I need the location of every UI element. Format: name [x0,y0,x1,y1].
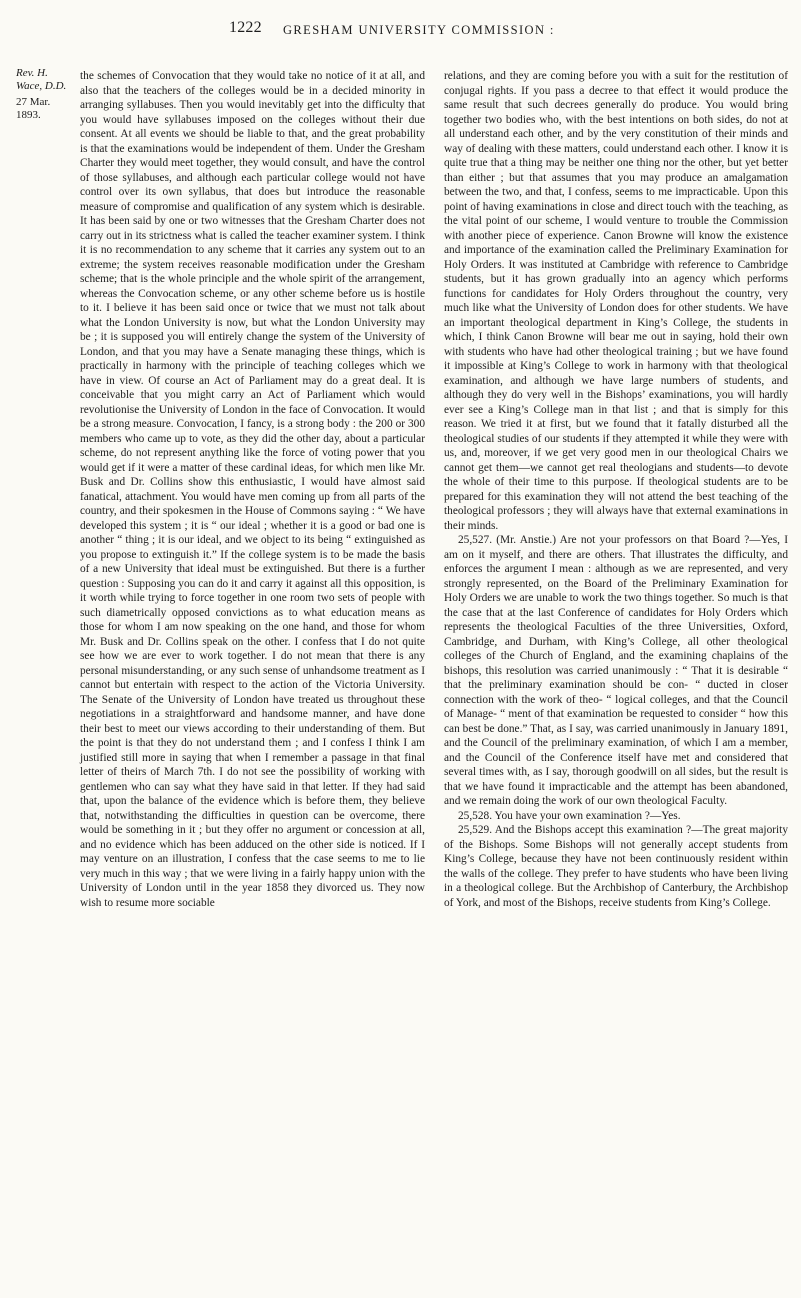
session-date: 27 Mar. 1893. [16,96,51,121]
paragraph: the schemes of Convocation that they would take no notice of it at all, and also that the teachers of the colleges would be in a decided minority in arranging syllabuses. Then you would inevitably get into the difficulty that you would have syllabuses imposed on the colleges without their due consent. At all events we should be liable to that, and the great probability is that the examinations would be independent of them. Under the Gresham Charter they would meet together, they would consult, and have the control of those syllabuses, and although each particular college would not have control over its own syllabus, that does but introduce the reasonable measure of compromise and qualification of any system which is desirable. It has been said by one or two witnesses that the Gresham Charter does not carry out in its strictness what is called the teacher examiner system. I think it is no recommendation to any scheme that it carries any system out to an extreme; the system receives reasonable modification under the Gresham scheme; that is the whole principle and the whole spirit of the arrangement, whereas the Convocation scheme, or any other scheme before us is hostile to it. I believe it has been said once or twice that we must not talk about what the London University is now, but what the London University may be ; it is supposed you will entirely change the system of the University of London, and that you may have a Senate managing these things, which is practically in harmony with the principle of teaching colleges which we have in view. Of course an Act of Parliament may do a great deal. It is conceivable that you might carry an Act of Parliament which would revolutionise the University of London in the face of Convocation. It would be a strong measure. Convocation, I fancy, is a strong body : the 200 or 300 members who came up to vote, as they did the other day, about a particular scheme, do not represent anything like the force of voting power that you would get if it were a matter of these cardinal ideas, for which men like Mr. Busk and Dr. Collins show this enthusiastic, I would have almost said fanatical, attachment. You would have men coming up from all parts of the country, and their spokesmen in the House of Commons saying : “ We have developed this system ; it is “ our ideal ; whether it is a good or bad one is another “ thing ; it is our ideal, and we object to its being “ extinguished as you propose to extinguish it.” If the college system is to be made the basis of a new University that ideal must be extinguished. But there is a further question : Supposing you can do it and carry it against all this opposition, is it worth while trying to force together in one room two sets of people with such diametrically opposed convictions as to what education means as those for whom I am now speaking on the one hand, and those for whom Mr. Busk and Dr. Collins speak on the other. I confess that I do not quite see how we are ever to work together. I do not mean that there is any personal misunderstanding, or any such sense of unhandsome treatment as I cannot but entertain with respect to the action of the Victoria University. The Senate of the University of London have treated us throughout these negotiations in a straightforward and handsome manner, and have done their best to meet our views according to their understanding of them. But the point is that they do not understand them ; and I confess I think I am justified still more in saying that when I remember a passage in that final letter of theirs of March 7th. I do not see the possibility of working with gentlemen who can say what they have said in that letter. If they had said that, upon the balance of the evidence which is before them, they believe that, notwithstanding the difficulties in question can be overcome, there would be something in it ; but they offer no argument or concession at all, and no evidence which has been adduced on the other side is noticed. If I may venture on an illustration, I confess that the case seems to me to lie very much in this way ; that we were living in a fairly happy union with the University of London until in the year 1858 they divorced us. They now wish to resume more sociable [80,70,425,909]
page-number: 1222 [229,19,262,36]
paragraph: 25,529. And the Bishops accept this examination ?—The great majority of the Bishops. Some Bishops will not generally accept students from King’s College, because they have not been continuously resident within the walls of the college. They prefer to have students who have been living in a theological college. But the Archbishop of Canterbury, the Archbishop of York, and most of the Bishops, receive students from King’s College. [444,824,788,909]
witness-name: Rev. H. Wace, D.D. [16,67,67,92]
running-head: GRESHAM UNIVERSITY COMMISSION : [283,23,555,37]
paragraph: 25,528. You have your own examination ?—Yes. [458,809,681,822]
paragraph: relations, and they are coming before you with a suit for the restitution of conjugal rights. If you pass a decree to that effect it would produce the same result that such decrees generally do produce. You would bring together two bodies who, with the best intentions on both sides, do not at all understand each other, and by the very constitution of their minds and way of dealing with these matters, could understand each other. I know it is quite true that a thing may be neither one thing nor the other, but yet better than either ; but that assumes that you may produce an amalgamation between the two, and that, I confess, seems to me impracticable. Upon this point of having examinations in close and direct touch with the teaching, as the vital point of our scheme, I would venture to trouble the Commission with another piece of experience. Canon Browne will know the existence and importance of the examination called the Preliminary Examination for Holy Orders. It was instituted at Cambridge with reference to Cambridge students, but it has grown gradually into an agency which performs functions for candidates for Holy Orders throughout the country, very much like what the University of London does for other students. We have an important theological department in King’s College, the students in which, I think Canon Browne will bear me out in saying, hold their own with students who have had other theological training ; but we have found it impossible at King’s College to work in harmony with that theological examination, and although we have large numbers of students, and although they do very well in the Bishops’ examinations, you will hardly ever see a King’s College man in that list ; and that is simply for this reason. We tried it at first, but we found that it fatally disturbed all the theological studies of our students if they attempted it while they were with us, and, moreover, if we get very good men in our theological Chairs we cannot get them—we cannot get real theologians and students—to devote the whole of their time to this purpose. If theological students are to be prepared for this examination they will not attend the best teaching of the theological professors ; they will always have that external examinations in their minds. [444,70,788,532]
right-column [444,69,788,910]
paragraph: 25,527. (Mr. Anstie.) Are not your professors on that Board ?—Yes, I am on it myself, and there are others. That illustrates the difficulty, and enforces the argument I mean : although as we are represented, and very strongly represented, on the Board of the Preliminary Examination for Holy Orders we are unable to work the two things together. So much is that the case that at the last Conference of candidates for Holy Orders which represents the theological Faculties of the three Universities, Oxford, Cambridge, and Durham, with King’s College, all other theological colleges of the Church of England, and the examining chaplains of the bishops, this resolution was carried unanimously : “ That it is desirable “ that the preliminary examination should be con- “ ducted in closer connection with the work of theo- “ logical colleges, and that the Council of Manage- “ ment of that examination be requested to consider “ how this can best be done.” That, as I say, was carried unanimously in January 1891, and the Council of the preliminary examination, of which I am a member, and the Council of the Conference itself have met and considered that several times with, as I say, thorough goodwill on all sides, but the result is that we have found it impracticable and the attempt has been abandoned, and we remain doing the work of our own theological Faculty. [444,534,788,807]
margin-note [16,67,76,122]
left-column [80,69,425,910]
